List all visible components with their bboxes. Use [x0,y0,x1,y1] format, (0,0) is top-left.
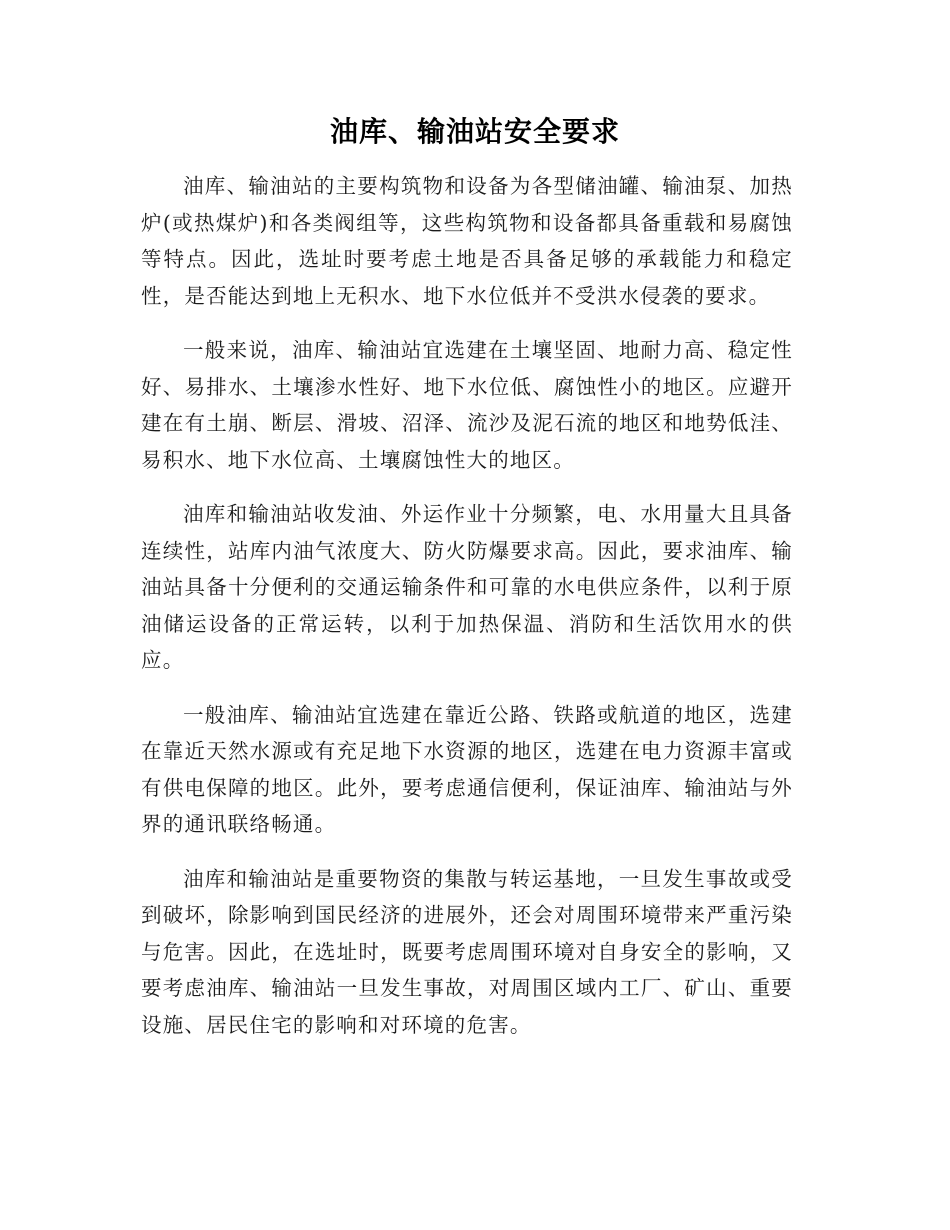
document-body [141,168,793,1061]
paragraph-4: 一般油库、输油站宜选建在靠近公路、铁路或航道的地区，选建在靠近天然水源或有充足地下水资源的地区，选建在电力资源丰富或有供电保障的地区。此外，要考虑通信便利，保证油库、输油站与外界的通讯联络畅通。 [141,702,793,836]
paragraph-2: 一般来说，油库、输油站宜选建在土壤坚固、地耐力高、稳定性好、易排水、土壤渗水性好、地下水位低、腐蚀性小的地区。应避开建在有土崩、断层、滑坡、沼泽、流沙及泥石流的地区和地势低洼、易积水、地下水位高、土壤腐蚀性大的地区。 [141,338,793,472]
paragraph-3: 油库和输油站收发油、外运作业十分频繁，电、水用量大且具备连续性，站库内油气浓度大、防火防爆要求高。因此，要求油库、输油站具备十分便利的交通运输条件和可靠的水电供应条件，以利于原油储运设备的正常运转，以利于加热保温、消防和生活饮用水的供应。 [141,502,793,672]
document-title: 油库、输油站安全要求 [329,115,620,148]
paragraph-1: 油库、输油站的主要构筑物和设备为各型储油罐、输油泵、加热炉(或热煤炉)和各类阀组等，这些构筑物和设备都具备重载和易腐蚀等特点。因此，选址时要考虑土地是否具备足够的承载能力和稳定性，是否能达到地上无积水、地下水位低并不受洪水侵袭的要求。 [141,174,793,308]
paragraph-5: 油库和输油站是重要物资的集散与转运基地，一旦发生事故或受到破坏，除影响到国民经济的进展外，还会对周围环境带来严重污染与危害。因此，在选址时，既要考虑周围环境对自身安全的影响，又要考虑油库、输油站一旦发生事故，对周围区域内工厂、矿山、重要设施、居民住宅的影响和对环境的危害。 [141,866,793,1037]
